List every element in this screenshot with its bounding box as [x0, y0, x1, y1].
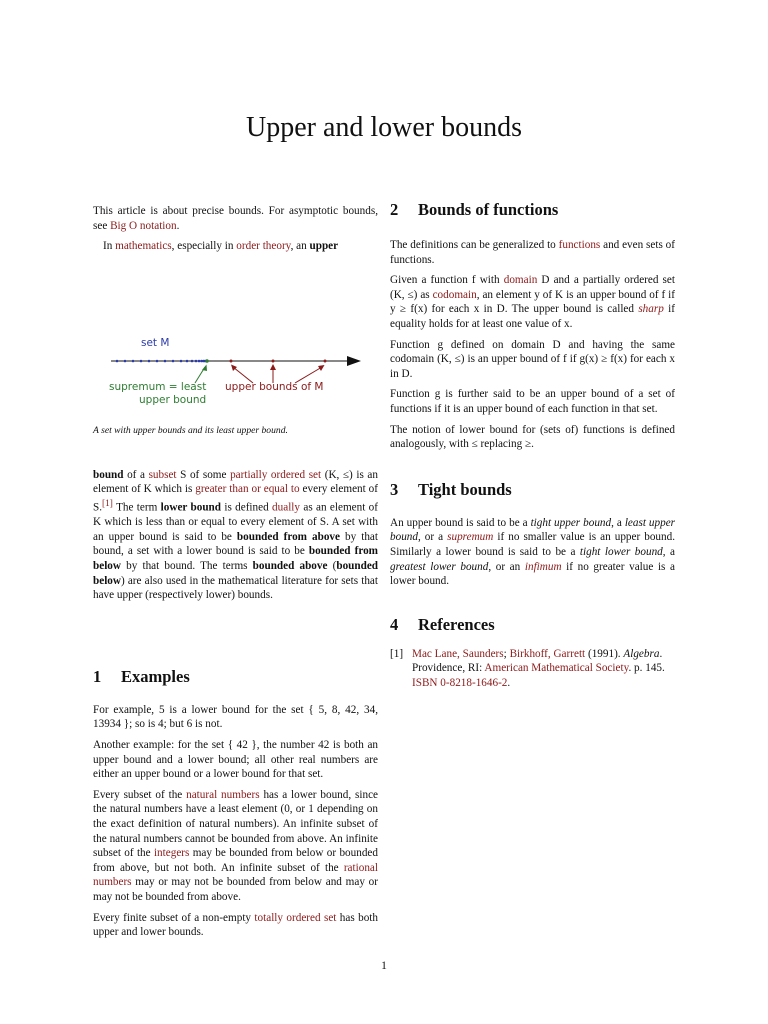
reference-item: [1] Mac Lane, Saunders; Birkhoff, Garrett (1991). Algebra. Providence, RI: American Mathematical Society. p. 145. ISBN 0-8218-1646-2.	[390, 647, 665, 689]
example-paragraph-4: Every finite subset of a non-empty totally ordered set has both upper and lower bounds.	[93, 911, 378, 939]
big-o-link[interactable]: Big O notation	[110, 219, 177, 232]
isbn-link[interactable]: ISBN 0-8218-1646-2	[412, 676, 508, 689]
page-number: 1	[381, 960, 387, 972]
functions-paragraph-2: Given a function f with domain D and a partially ordered set (K, ≤) as codomain, an element y of K is an upper bound of f if y ≥ f(x) for each x in D. The upper bound is called sharp if equality holds for at least one value of x.	[390, 274, 675, 330]
domain-link[interactable]: domain	[503, 274, 538, 287]
functions-paragraph-3: Function g defined on domain D and having the same codomain (K, ≤) is an upper bound of f if g(x) ≥ f(x) for each x in D.	[390, 338, 675, 380]
intro-paragraph: In mathematics, especially in order theory, an upper	[103, 240, 339, 253]
reference-number: [1]	[390, 647, 404, 660]
supremum-point	[205, 359, 209, 363]
natural-numbers-link[interactable]: natural numbers	[186, 788, 260, 801]
integers-link[interactable]: integers	[153, 847, 190, 860]
example-paragraph-1: For example, 5 is a lower bound for the set { 5, 8, 42, 34, 13934 }; so is 4; but 6 is not.	[93, 703, 378, 731]
sharp-link[interactable]: sharp	[638, 303, 664, 316]
number-line-diagram	[93, 258, 378, 408]
functions-paragraph-4: Function g is further said to be an upper bound of a set of functions if it is an upper bound of each function in that set.	[390, 388, 675, 415]
left-column	[93, 204, 378, 946]
functions-paragraph-5: The notion of lower bound for (sets of) functions is defined analogously, with ≤ replacing ≥.	[390, 423, 675, 451]
dually-link[interactable]: dually	[272, 501, 301, 514]
hatnote: This article is about precise bounds. For asymptotic bounds, see Big O notation.	[93, 205, 378, 232]
examples-heading: 1 Examples	[93, 666, 190, 686]
figure-caption: A set with upper bounds and its least upper bound.	[93, 424, 288, 436]
example-paragraph-2: Another example: for the set { 42 }, the number 42 is both an upper bound and a lower bound; all other real numbers are either an upper bound or a lower bound for that set.	[93, 739, 378, 781]
references-list	[390, 647, 675, 691]
rational-numbers-link[interactable]: rational numbers	[93, 861, 378, 889]
author-mac-lane-link[interactable]: Mac Lane, Saunders	[412, 647, 504, 660]
functions-link[interactable]: functions	[558, 239, 601, 251]
author-birkhoff-link[interactable]: Birkhoff, Garrett	[509, 647, 586, 660]
references-heading: 4 References	[390, 614, 495, 634]
set-m-label: set M	[141, 336, 170, 349]
example-paragraph-3: Every subset of the natural numbers has a lower bound, since the natural numbers have a least element (0, or 1 depending on the exact definition of natural numbers). An infinite subset of the natural numbers cannot be bounded from above. An infinite subset of the integers may be bounded from below or bounded from above, but not both. An infinite subset of the rational numbers may or may not be bounded from below and may or may not be bounded from above.	[93, 788, 378, 903]
tight-bounds-heading: 3 Tight bounds	[390, 479, 512, 499]
codomain-link[interactable]: codomain	[432, 288, 477, 301]
infimum-link[interactable]: infimum	[524, 560, 562, 573]
ams-link[interactable]: American Mathematical Society	[484, 662, 629, 675]
supremum-link[interactable]: supremum	[447, 531, 494, 544]
upper-bounds-label: upper bounds of M	[225, 380, 324, 393]
poset-link[interactable]: partially ordered set	[230, 468, 322, 481]
definition-paragraph: bound of a subset S of some partially ordered set (K, ≤) is an element of K which is greater than or equal to every element of S.[1] The term lower bound is defined dually as an element of K which is less than or equal to every element of S. A set with an upper bound is said to be bounded from above by that bound, a set with a lower bound is said to be bounded from below by that bound. The terms bounded above (bounded below) are also used in the mathematical literature for sets that have upper (respectively lower) bounds.	[93, 468, 379, 602]
subset-link[interactable]: subset	[148, 468, 177, 481]
right-column	[390, 200, 675, 690]
bounds-figure	[93, 258, 378, 440]
totally-ordered-set-link[interactable]: totally ordered set	[254, 911, 337, 924]
tight-bounds-paragraph: An upper bound is said to be a tight upper bound, a least upper bound, or a supremum if no smaller value is an upper bound. Similarly a lower bound is said to be a tight lower bound, a greatest lower bound, or an infimum if no greater value is a lower bound.	[390, 516, 676, 588]
bounds-of-functions-heading: 2 Bounds of functions	[390, 200, 559, 219]
citation-1[interactable]: [1]	[102, 498, 113, 509]
functions-paragraph-1: The definitions can be generalized to functions and even sets of functions.	[390, 239, 675, 266]
gte-link[interactable]: greater than or equal to	[195, 483, 300, 496]
mathematics-link[interactable]: mathematics	[115, 240, 172, 253]
supremum-label-line2: upper bound	[139, 393, 207, 406]
order-theory-link[interactable]: order theory	[236, 240, 291, 253]
page-title: Upper and lower bounds	[245, 112, 523, 143]
supremum-label-line1: supremum = least	[109, 380, 207, 393]
